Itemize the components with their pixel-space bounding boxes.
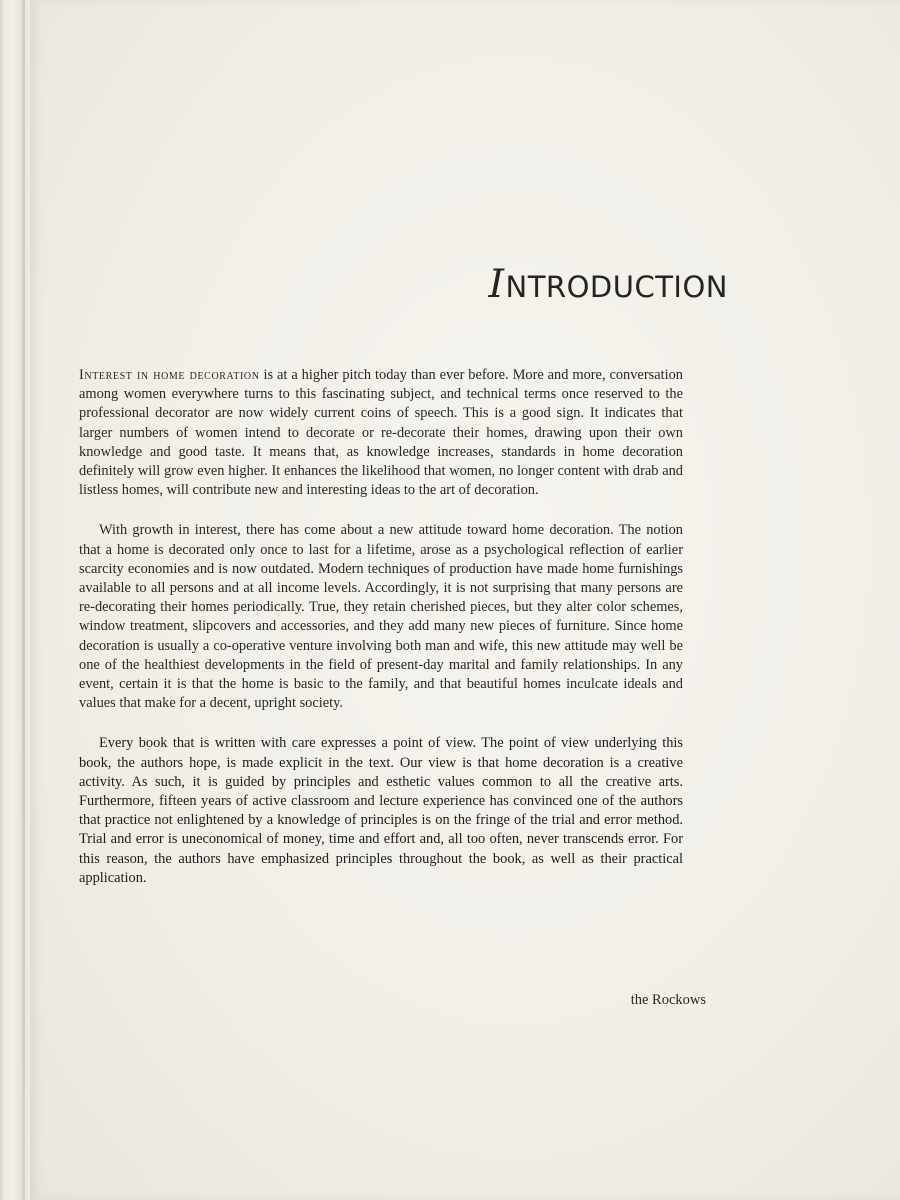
paragraph-1-lead: Interest in home decoration [79, 367, 260, 383]
paragraph-3: Every book that is written with care expresses a point of view. The point of view underlying this book, the authors hope, is made explicit in the text. Our view is that home decoration is a creative activity. As such, it is guided by principles and esthetic values common to all the creative arts. Furthermore, fifteen years of active classroom and lecture experience has convinced one of the authors that practice not enlightened by a knowledge of principles is on the fringe of the trial and error method. Trial and error is uneconomical of money, time and effort and, all too often, never transcends error. For this reason, the authors have emphasized principles throughout the book, as well as their practical application. [79, 735, 683, 886]
page-title [489, 262, 728, 307]
paragraph-2: With growth in interest, there has come about a new attitude toward home decoration. The notion that a home is decorated only once to last for a lifetime, arose as a psychological reflection of earlier scarcity economies and is now outdated. Modern techniques of production have made home furnishings available to all persons and at all income levels. Accordingly, it is not surprising that many persons are re-decorating their homes periodically. True, they retain cherished pieces, but they alter color schemes, window treatment, slipcovers and accessories, and they add many new pieces of furniture. Since home decoration is usually a co-operative venture involving both man and wife, this new attitude may well be one of the healthiest developments in the field of present-day marital and family relationships. In any event, certain it is that the home is basic to the family, and that beautiful homes inculcate ideals and values that make for a decent, upright society. [79, 522, 683, 712]
page-edge [22, 0, 25, 1200]
paragraph-1 [79, 366, 683, 500]
signature: the Rockows [630, 992, 706, 1008]
title-initial: I [488, 262, 505, 307]
title-rest: NTRODUCTION [505, 270, 728, 304]
body-text [79, 366, 683, 888]
paragraph-1-text: is at a higher pitch today than ever before. More and more, conversation among women everywhere turns to this fascinating subject, and technical terms once reserved to the professional decorator are now widely current coins of speech. This is a good sign. It indicates that larger numbers of women intend to decorate or re-decorate their homes, drawing upon their own knowledge and good taste. It means that, as knowledge increases, standards in home decoration definitely will grow even higher. It enhances the likelihood that women, no longer content with drab and listless homes, will contribute new and interesting ideas to the art of decoration. [79, 367, 683, 499]
